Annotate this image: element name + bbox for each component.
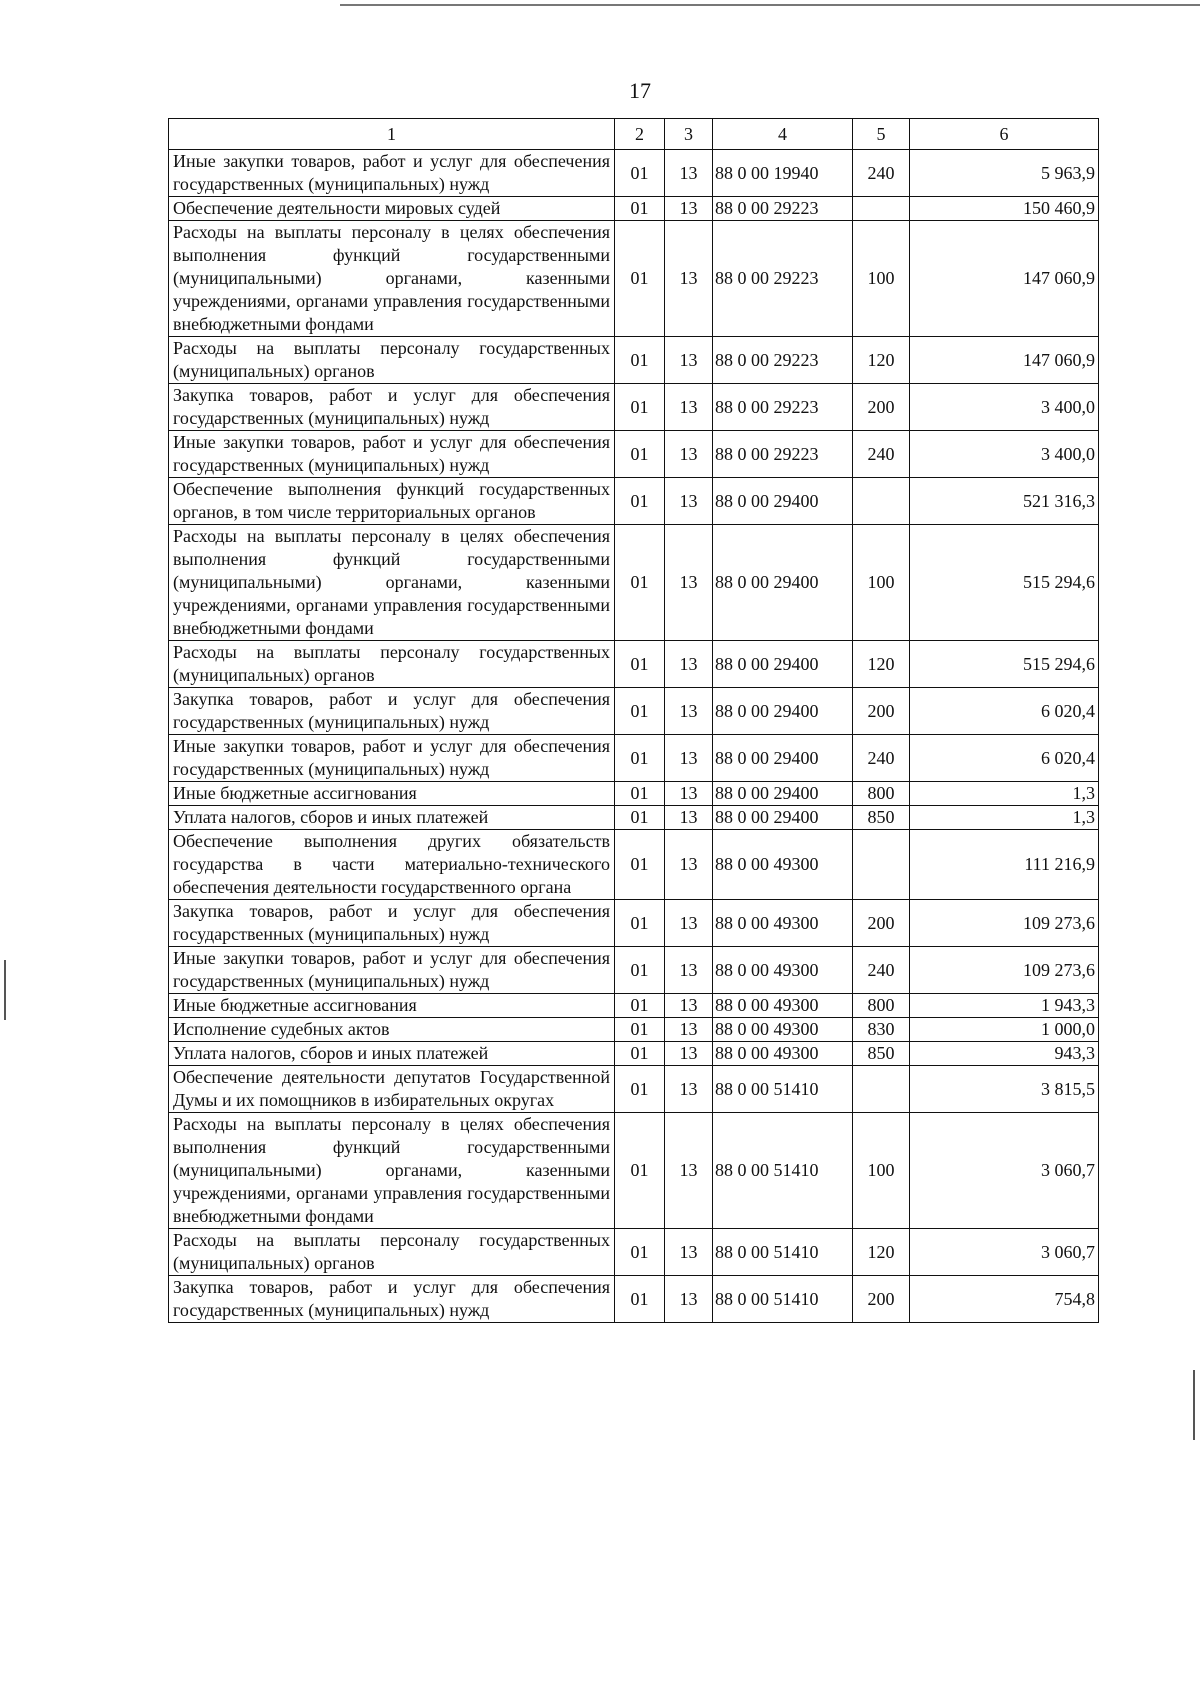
target-article-cell: 88 0 00 51410 bbox=[713, 1276, 853, 1323]
target-article-cell: 88 0 00 29400 bbox=[713, 735, 853, 782]
section-code-cell: 01 bbox=[615, 735, 665, 782]
section-code-cell: 01 bbox=[615, 1042, 665, 1066]
expense-type-cell: 100 bbox=[853, 1113, 910, 1229]
amount-cell: 3 060,7 bbox=[910, 1229, 1099, 1276]
section-code-cell: 01 bbox=[615, 1018, 665, 1042]
amount-cell: 5 963,9 bbox=[910, 150, 1099, 197]
table-row bbox=[169, 478, 1099, 525]
subsection-code-cell: 13 bbox=[665, 806, 713, 830]
section-code-cell: 01 bbox=[615, 431, 665, 478]
column-header: 4 bbox=[713, 119, 853, 150]
amount-cell: 147 060,9 bbox=[910, 337, 1099, 384]
expense-type-cell: 120 bbox=[853, 337, 910, 384]
item-name-cell: Обеспечение деятельности депутатов Государственной Думы и их помощников в избирательных округах bbox=[169, 1066, 615, 1113]
target-article-cell: 88 0 00 29400 bbox=[713, 806, 853, 830]
column-header: 6 bbox=[910, 119, 1099, 150]
table-row bbox=[169, 1018, 1099, 1042]
section-code-cell: 01 bbox=[615, 150, 665, 197]
amount-cell: 6 020,4 bbox=[910, 735, 1099, 782]
item-name-cell: Расходы на выплаты персоналу в целях обеспечения выполнения функций государственными (муниципальными) органами, казенными учреждениями, органами управления государственными внебюджетными фондами bbox=[169, 525, 615, 641]
amount-cell: 150 460,9 bbox=[910, 197, 1099, 221]
amount-cell: 3 060,7 bbox=[910, 1113, 1099, 1229]
subsection-code-cell: 13 bbox=[665, 735, 713, 782]
expense-type-cell: 800 bbox=[853, 782, 910, 806]
table-row bbox=[169, 197, 1099, 221]
section-code-cell: 01 bbox=[615, 830, 665, 900]
target-article-cell: 88 0 00 29400 bbox=[713, 641, 853, 688]
target-article-cell: 88 0 00 49300 bbox=[713, 994, 853, 1018]
column-header: 5 bbox=[853, 119, 910, 150]
amount-cell: 1,3 bbox=[910, 782, 1099, 806]
subsection-code-cell: 13 bbox=[665, 1018, 713, 1042]
expense-type-cell: 240 bbox=[853, 431, 910, 478]
section-code-cell: 01 bbox=[615, 1276, 665, 1323]
target-article-cell: 88 0 00 29400 bbox=[713, 478, 853, 525]
expense-type-cell: 200 bbox=[853, 900, 910, 947]
scan-edge-mark bbox=[1193, 1370, 1195, 1440]
subsection-code-cell: 13 bbox=[665, 221, 713, 337]
expense-type-cell: 850 bbox=[853, 1042, 910, 1066]
table-row bbox=[169, 900, 1099, 947]
expense-type-cell: 240 bbox=[853, 947, 910, 994]
item-name-cell: Расходы на выплаты персоналу государственных (муниципальных) органов bbox=[169, 1229, 615, 1276]
expense-type-cell: 120 bbox=[853, 641, 910, 688]
subsection-code-cell: 13 bbox=[665, 947, 713, 994]
subsection-code-cell: 13 bbox=[665, 337, 713, 384]
table-header-row bbox=[169, 119, 1099, 150]
section-code-cell: 01 bbox=[615, 688, 665, 735]
subsection-code-cell: 13 bbox=[665, 1113, 713, 1229]
table-row bbox=[169, 525, 1099, 641]
table-row bbox=[169, 1042, 1099, 1066]
amount-cell: 754,8 bbox=[910, 1276, 1099, 1323]
table-row bbox=[169, 994, 1099, 1018]
item-name-cell: Иные бюджетные ассигнования bbox=[169, 782, 615, 806]
section-code-cell: 01 bbox=[615, 478, 665, 525]
expense-type-cell: 800 bbox=[853, 994, 910, 1018]
section-code-cell: 01 bbox=[615, 337, 665, 384]
expense-type-cell: 200 bbox=[853, 1276, 910, 1323]
amount-cell: 515 294,6 bbox=[910, 525, 1099, 641]
item-name-cell: Расходы на выплаты персоналу государственных (муниципальных) органов bbox=[169, 337, 615, 384]
table-row bbox=[169, 1276, 1099, 1323]
scan-edge-line bbox=[340, 4, 1200, 6]
table-row bbox=[169, 782, 1099, 806]
subsection-code-cell: 13 bbox=[665, 431, 713, 478]
column-header: 3 bbox=[665, 119, 713, 150]
section-code-cell: 01 bbox=[615, 782, 665, 806]
amount-cell: 6 020,4 bbox=[910, 688, 1099, 735]
amount-cell: 1 000,0 bbox=[910, 1018, 1099, 1042]
expense-type-cell bbox=[853, 830, 910, 900]
subsection-code-cell: 13 bbox=[665, 688, 713, 735]
table-row bbox=[169, 431, 1099, 478]
expense-type-cell: 100 bbox=[853, 525, 910, 641]
item-name-cell: Иные закупки товаров, работ и услуг для обеспечения государственных (муниципальных) нужд bbox=[169, 431, 615, 478]
subsection-code-cell: 13 bbox=[665, 641, 713, 688]
item-name-cell: Закупка товаров, работ и услуг для обеспечения государственных (муниципальных) нужд bbox=[169, 688, 615, 735]
target-article-cell: 88 0 00 51410 bbox=[713, 1066, 853, 1113]
target-article-cell: 88 0 00 49300 bbox=[713, 1042, 853, 1066]
subsection-code-cell: 13 bbox=[665, 525, 713, 641]
expense-type-cell: 200 bbox=[853, 688, 910, 735]
item-name-cell: Иные закупки товаров, работ и услуг для обеспечения государственных (муниципальных) нужд bbox=[169, 947, 615, 994]
item-name-cell: Расходы на выплаты персоналу в целях обеспечения выполнения функций государственными (муниципальными) органами, казенными учреждениями, органами управления государственными внебюджетными фондами bbox=[169, 1113, 615, 1229]
expense-type-cell: 100 bbox=[853, 221, 910, 337]
target-article-cell: 88 0 00 29400 bbox=[713, 782, 853, 806]
section-code-cell: 01 bbox=[615, 1229, 665, 1276]
table-row bbox=[169, 947, 1099, 994]
table-row bbox=[169, 384, 1099, 431]
item-name-cell: Иные бюджетные ассигнования bbox=[169, 994, 615, 1018]
expense-type-cell: 240 bbox=[853, 735, 910, 782]
expense-type-cell bbox=[853, 478, 910, 525]
amount-cell: 3 400,0 bbox=[910, 384, 1099, 431]
target-article-cell: 88 0 00 49300 bbox=[713, 830, 853, 900]
item-name-cell: Обеспечение выполнения других обязательств государства в части материально-технического обеспечения деятельности государственного органа bbox=[169, 830, 615, 900]
column-header: 1 bbox=[169, 119, 615, 150]
item-name-cell: Расходы на выплаты персоналу государственных (муниципальных) органов bbox=[169, 641, 615, 688]
amount-cell: 109 273,6 bbox=[910, 900, 1099, 947]
table-row bbox=[169, 337, 1099, 384]
section-code-cell: 01 bbox=[615, 525, 665, 641]
subsection-code-cell: 13 bbox=[665, 900, 713, 947]
item-name-cell: Расходы на выплаты персоналу в целях обеспечения выполнения функций государственными (муниципальными) органами, казенными учреждениями, органами управления государственными внебюджетными фондами bbox=[169, 221, 615, 337]
target-article-cell: 88 0 00 49300 bbox=[713, 900, 853, 947]
item-name-cell: Закупка товаров, работ и услуг для обеспечения государственных (муниципальных) нужд bbox=[169, 384, 615, 431]
amount-cell: 111 216,9 bbox=[910, 830, 1099, 900]
section-code-cell: 01 bbox=[615, 900, 665, 947]
item-name-cell: Исполнение судебных актов bbox=[169, 1018, 615, 1042]
item-name-cell: Иные закупки товаров, работ и услуг для обеспечения государственных (муниципальных) нужд bbox=[169, 150, 615, 197]
table-row bbox=[169, 150, 1099, 197]
target-article-cell: 88 0 00 19940 bbox=[713, 150, 853, 197]
table-row bbox=[169, 1066, 1099, 1113]
subsection-code-cell: 13 bbox=[665, 197, 713, 221]
budget-table bbox=[168, 118, 1099, 1323]
section-code-cell: 01 bbox=[615, 384, 665, 431]
section-code-cell: 01 bbox=[615, 806, 665, 830]
subsection-code-cell: 13 bbox=[665, 478, 713, 525]
item-name-cell: Уплата налогов, сборов и иных платежей bbox=[169, 1042, 615, 1066]
expense-type-cell: 850 bbox=[853, 806, 910, 830]
target-article-cell: 88 0 00 51410 bbox=[713, 1229, 853, 1276]
scan-edge-mark bbox=[4, 960, 6, 1020]
target-article-cell: 88 0 00 29223 bbox=[713, 431, 853, 478]
target-article-cell: 88 0 00 29223 bbox=[713, 337, 853, 384]
column-header: 2 bbox=[615, 119, 665, 150]
table-row bbox=[169, 830, 1099, 900]
expense-type-cell: 120 bbox=[853, 1229, 910, 1276]
section-code-cell: 01 bbox=[615, 197, 665, 221]
section-code-cell: 01 bbox=[615, 994, 665, 1018]
amount-cell: 3 400,0 bbox=[910, 431, 1099, 478]
subsection-code-cell: 13 bbox=[665, 150, 713, 197]
section-code-cell: 01 bbox=[615, 947, 665, 994]
subsection-code-cell: 13 bbox=[665, 994, 713, 1018]
target-article-cell: 88 0 00 29400 bbox=[713, 688, 853, 735]
amount-cell: 515 294,6 bbox=[910, 641, 1099, 688]
table-row bbox=[169, 806, 1099, 830]
target-article-cell: 88 0 00 49300 bbox=[713, 1018, 853, 1042]
item-name-cell: Обеспечение деятельности мировых судей bbox=[169, 197, 615, 221]
amount-cell: 3 815,5 bbox=[910, 1066, 1099, 1113]
subsection-code-cell: 13 bbox=[665, 782, 713, 806]
target-article-cell: 88 0 00 29223 bbox=[713, 384, 853, 431]
item-name-cell: Обеспечение выполнения функций государственных органов, в том числе территориальных органов bbox=[169, 478, 615, 525]
section-code-cell: 01 bbox=[615, 1113, 665, 1229]
expense-type-cell bbox=[853, 1066, 910, 1113]
table-row bbox=[169, 1113, 1099, 1229]
target-article-cell: 88 0 00 29400 bbox=[713, 525, 853, 641]
budget-table-container bbox=[168, 118, 1099, 1323]
target-article-cell: 88 0 00 49300 bbox=[713, 947, 853, 994]
amount-cell: 109 273,6 bbox=[910, 947, 1099, 994]
expense-type-cell bbox=[853, 197, 910, 221]
subsection-code-cell: 13 bbox=[665, 830, 713, 900]
target-article-cell: 88 0 00 29223 bbox=[713, 221, 853, 337]
table-body bbox=[169, 150, 1099, 1323]
table-row bbox=[169, 1229, 1099, 1276]
amount-cell: 1 943,3 bbox=[910, 994, 1099, 1018]
amount-cell: 147 060,9 bbox=[910, 221, 1099, 337]
item-name-cell: Иные закупки товаров, работ и услуг для обеспечения государственных (муниципальных) нужд bbox=[169, 735, 615, 782]
section-code-cell: 01 bbox=[615, 221, 665, 337]
subsection-code-cell: 13 bbox=[665, 1066, 713, 1113]
subsection-code-cell: 13 bbox=[665, 1042, 713, 1066]
item-name-cell: Закупка товаров, работ и услуг для обеспечения государственных (муниципальных) нужд bbox=[169, 900, 615, 947]
table-row bbox=[169, 221, 1099, 337]
expense-type-cell: 200 bbox=[853, 384, 910, 431]
table-row bbox=[169, 641, 1099, 688]
subsection-code-cell: 13 bbox=[665, 1276, 713, 1323]
expense-type-cell: 830 bbox=[853, 1018, 910, 1042]
subsection-code-cell: 13 bbox=[665, 1229, 713, 1276]
target-article-cell: 88 0 00 51410 bbox=[713, 1113, 853, 1229]
target-article-cell: 88 0 00 29223 bbox=[713, 197, 853, 221]
table-row bbox=[169, 688, 1099, 735]
section-code-cell: 01 bbox=[615, 1066, 665, 1113]
amount-cell: 943,3 bbox=[910, 1042, 1099, 1066]
subsection-code-cell: 13 bbox=[665, 384, 713, 431]
item-name-cell: Уплата налогов, сборов и иных платежей bbox=[169, 806, 615, 830]
amount-cell: 521 316,3 bbox=[910, 478, 1099, 525]
page-number: 17 bbox=[629, 78, 651, 103]
table-row bbox=[169, 735, 1099, 782]
section-code-cell: 01 bbox=[615, 641, 665, 688]
expense-type-cell: 240 bbox=[853, 150, 910, 197]
item-name-cell: Закупка товаров, работ и услуг для обеспечения государственных (муниципальных) нужд bbox=[169, 1276, 615, 1323]
amount-cell: 1,3 bbox=[910, 806, 1099, 830]
